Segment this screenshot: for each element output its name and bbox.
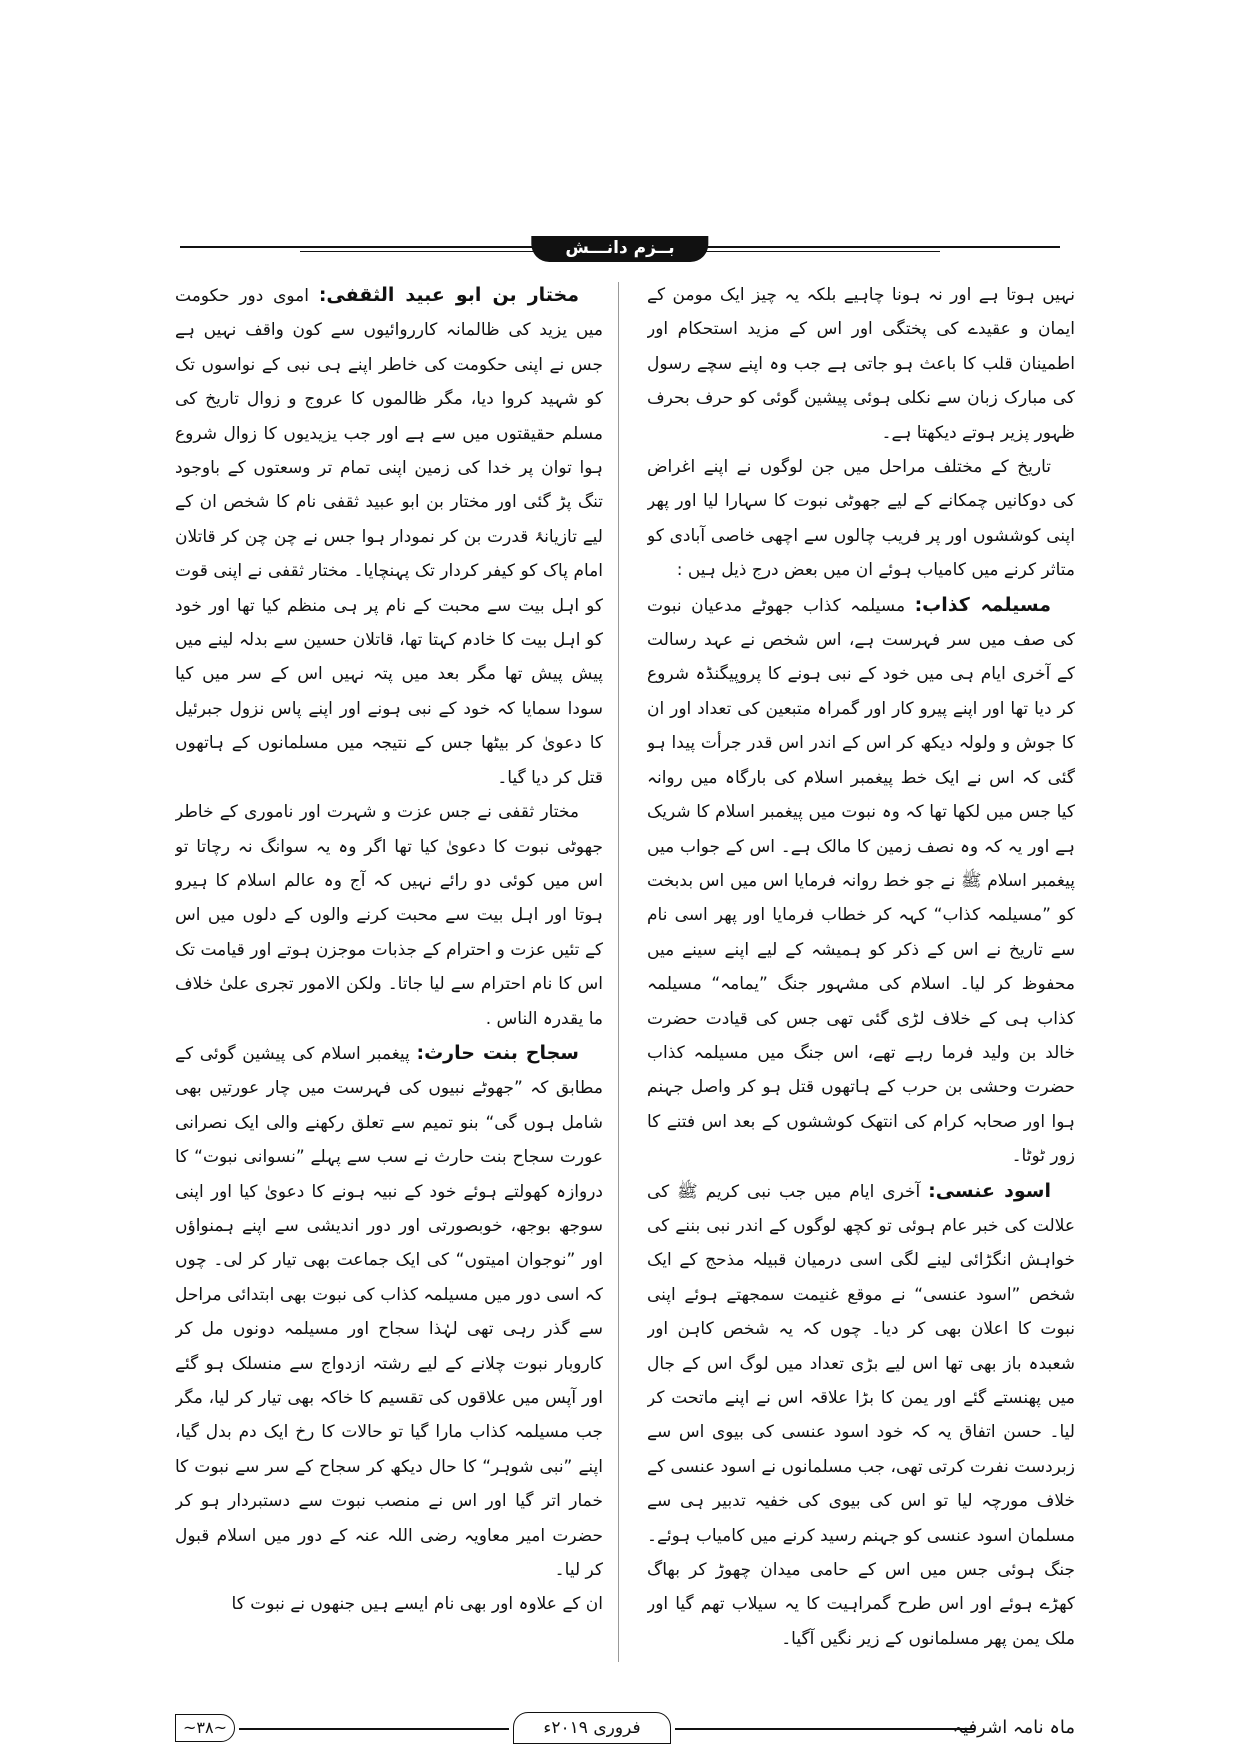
paragraph: مختار ثقفی نے جس عزت و شہرت اور ناموری کے خاطر جھوٹی نبوت کا دعویٰ کیا تھا اگر وہ یہ سوانگ نہ رچاتا تو اس میں کوئی دو رائے نہیں کہ آج وہ عالم اسلام کا ہیرو ہوتا اور اہل بیت سے محبت کرنے والوں کے دلوں میں اس کے تئیں عزت و احترام کے جذبات موجزن ہوتے اور قیامت تک اس کا نام احترام سے لیا جاتا۔ ولکن الامور تجری علیٰ خلاف ما یقدرہ الناس . <box>175 802 603 1029</box>
magazine-name: ماہ نامہ اشرفیہ <box>952 1717 1075 1738</box>
column-divider <box>618 282 619 1662</box>
subheading: سجاح بنت حارث: <box>416 1041 579 1064</box>
footer-rule <box>239 1728 509 1730</box>
paragraph: نہیں ہوتا ہے اور نہ ہونا چاہیے بلکہ یہ چیز ایک مومن کے ایمان و عقیدے کی پختگی اور اس کے مزید استحکام اور اطمینان قلب کا باعث ہو جاتی ہے جب وہ اپنے سچے رسول کی مبارک زبان سے نکلی ہوئی پیشین گوئی کو حرف بحرف ظہور پزیر ہوتے دیکھتا ہے۔ <box>647 285 1075 443</box>
paragraph-text: آخری ایام میں جب نبی کریم ﷺ کی علالت کی خبر عام ہوئی تو کچھ لوگوں کے اندر نبی بننے کی خواہش انگڑائی لینے لگی اسی درمیان قبیلہ مذحج کے ایک شخص ”اسود عنسی“ نے موقع غنیمت سمجھتے ہوئے اپنی نبوت کا اعلان بھی کر دیا۔ چوں کہ یہ شخص کاہن اور شعبدہ باز بھی تھا اس لیے بڑی تعداد میں لوگ اس کے جال میں پھنستے گئے اور یمن کا بڑا علاقہ اس نے اپنے ماتحت کر لیا۔ حسن اتفاق یہ کہ خود اسود عنسی کی بیوی اس سے زبردست نفرت کرتی تھی، جب مسلمانوں نے اسود عنسی کے خلاف مورچہ لیا تو اس کی بیوی کی خفیہ تدبیر ہی سے مسلمان اسود عنسی کو جہنم رسید کرنے میں کامیاب ہوئے۔ جنگ ہوئی جس میں اس کے حامی میدان چھوڑ کر بھاگ کھڑے ہوئے اور اس طرح گمراہیت کا یہ سیلاب تھم گیا اور ملک یمن پھر مسلمانوں کے زیر نگیں آگیا۔ <box>647 1181 1075 1649</box>
page-number: ~۳۸~ <box>175 1714 235 1742</box>
left-column <box>175 278 603 1703</box>
section-mukhtar <box>175 278 603 795</box>
footer-rule <box>675 1728 975 1730</box>
subheading: مختار بن ابو عبید الثقفی: <box>318 284 579 306</box>
paragraph-text: پیغمبر اسلام کی پیشین گوئی کے مطابق کہ ”جھوٹے نبیوں کی فہرست میں چار عورتیں بھی شامل ہوں گی“ بنو تمیم سے تعلق رکھنے والی ایک نصرانی عورت سجاح بنت حارث نے سب سے پہلے ”نسوانی نبوت“ کا دروازہ کھولتے ہوئے خود کے نبیہ ہونے کا دعویٰ کیا اور اپنی سوجھ بوجھ، خوبصورتی اور دور اندیشی سے اپنے ہمنواؤں اور ”نوجوان امیتوں“ کی ایک جماعت بھی تیار کر لی۔ چوں کہ اسی دور میں مسیلمہ کذاب کی نبوت بھی ابتدائی مراحل سے گذر رہی تھی لہٰذا سجاح اور مسیلمہ دونوں مل کر کاروبار نبوت چلانے کے لیے رشتہ ازدواج سے منسلک ہو گئے اور آپس میں علاقوں کی تقسیم کا خاکہ بھی تیار کر لیا، مگر جب مسیلمہ کذاب مارا گیا تو حالات کا رخ ایک دم بدل گیا، اپنے ”نبی شوہر“ کا حال دیکھ کر سجاح کے سر سے نبوت کا خمار اتر گیا اور اس نے منصب نبوت سے دستبردار ہو کر حضرت امیر معاویہ رضی اللہ عنہ کے دور میں اسلام قبول کر لیا۔ <box>175 1043 603 1581</box>
right-column <box>647 278 1075 1703</box>
section-musailima <box>647 588 1075 1174</box>
section-sajah <box>175 1036 603 1588</box>
section-title: بــزم دانـــش <box>531 236 708 262</box>
issue-date: فروری ۲۰۱۹ء <box>513 1712 671 1744</box>
paragraph-text: مسیلمہ کذاب جھوٹے مدعیان نبوت کی صف میں سر فہرست ہے، اس شخص نے عہد رسالت کے آخری ایام ہی میں خود کے نبی ہونے کا پروپیگنڈہ شروع کر دیا تھا اور اپنے پیرو کار اور گمراہ متبعین کی تعداد اور ان کا جوش و ولولہ دیکھ کر اس کے اندر اس قدر جرأت پیدا ہو گئی کہ اس نے ایک خط پیغمبر اسلام کی بارگاہ میں روانہ کیا جس میں لکھا تھا کہ وہ نبوت میں پیغمبر اسلام کا شریک ہے اور یہ کہ وہ نصف زمین کا مالک ہے۔ اس کے جواب میں پیغمبر اسلام ﷺ نے جو خط روانہ فرمایا اس میں اس بدبخت کو ”مسیلمہ کذاب“ کہہ کر خطاب فرمایا اور پھر اسی نام سے تاریخ نے اس کے ذکر کو ہمیشہ کے لیے اپنے سینے میں محفوظ کر لیا۔ اسلام کی مشہور جنگ ”یمامہ“ مسیلمہ کذاب ہی کے خلاف لڑی گئی تھی جس کی قیادت حضرت خالد بن ولید فرما رہے تھے، اس جنگ میں مسیلمہ کذاب حضرت وحشی بن حرب کے ہاتھوں قتل ہو کر واصل جہنم ہوا اور صحابہ کرام کی انتھک کوششوں کے بعد اس فتنے کا زور ٹوٹا۔ <box>647 595 1075 1167</box>
section-header <box>180 236 1060 264</box>
subheading: اسود عنسی: <box>928 1179 1051 1202</box>
paragraph-text: اموی دور حکومت میں یزید کی ظالمانہ کارروائیوں سے کون واقف نہیں ہے جس نے اپنی حکومت کی خاطر اپنے ہی نبی کے نواسوں تک کو شہید کروا دیا، مگر ظالموں کا عروج و زوال تاریخ کی مسلم حقیقتوں میں سے ہے اور جب یزیدیوں کا زوال شروع ہوا توان پر خدا کی زمین اپنی تمام تر وسعتوں کے باوجود تنگ پڑ گئی اور مختار بن ابو عبید ثقفی نام کا شخص ان کے لیے تازیانۂ قدرت بن کر نمودار ہوا جس نے چن چن کر قاتلان امام پاک کو کیفر کردار تک پہنچایا۔ مختار ثقفی نے اپنی قوت کو اہل بیت سے محبت کے نام پر ہی منظم کیا تھا اور خود کو اہل بیت کا خادم کہتا تھا، قاتلان حسین سے بدلہ لینے میں پیش پیش تھا مگر بعد میں پتہ نہیں اس کے سر میں کیا سودا سمایا کہ خود کے نبی ہونے اور اپنے پاس نزول جبرئیل کا دعویٰ کر بیٹھا جس کے نتیجہ میں مسلمانوں کے ہاتھوں قتل کر دیا گیا۔ <box>175 286 603 788</box>
section-aswad-ansi <box>647 1174 1075 1657</box>
paragraph: تاریخ کے مختلف مراحل میں جن لوگوں نے اپنے اغراض کی دوکانیں چمکانے کے لیے جھوٹی نبوت کا سہارا لیا اور پھر اپنی کوششوں اور پر فریب چالوں سے اچھی خاصی آبادی کو متاثر کرنے میں کامیاب ہوئے ان میں بعض درج ذیل ہیں : <box>647 457 1075 581</box>
page-footer <box>175 1712 1075 1746</box>
subheading: مسیلمہ کذاب: <box>914 593 1051 616</box>
paragraph: ان کے علاوہ اور بھی نام ایسے ہیں جنھوں نے نبوت کا <box>231 1594 603 1615</box>
